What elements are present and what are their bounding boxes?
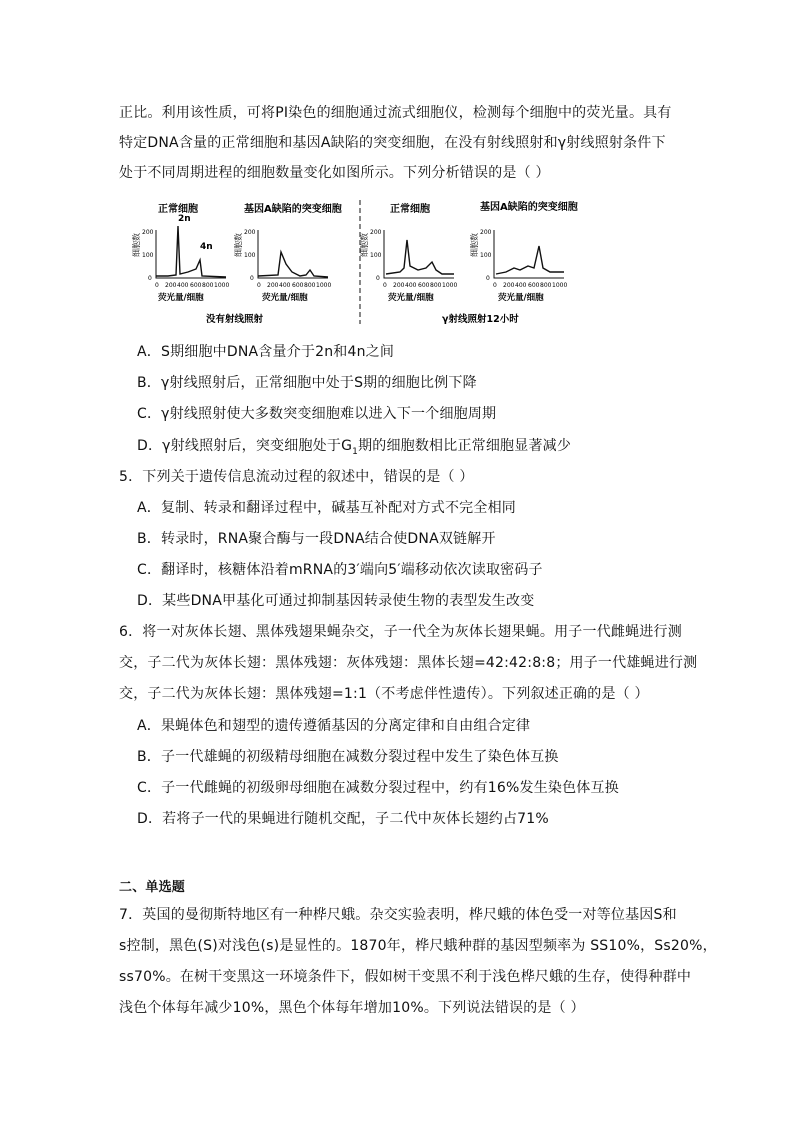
question-6-stem-line-3: 交，子二代为灰体长翅：黑体残翅=1:1（不考虑伴性遗传）。下列叙述正确的是（ ） bbox=[119, 686, 649, 702]
question-7-stem-line-3: ss70%。在树干变黑这一环境条件下，假如树干变黑不利于浅色桦尺蛾的生存，使得种群中 bbox=[119, 969, 692, 985]
histogram-curve bbox=[258, 252, 328, 277]
question-4-stem-line-1: 正比。利用该性质，可将PI染色的细胞通过流式细胞仪，检测每个细胞中的荧光量。具有 bbox=[119, 105, 672, 121]
x-axis-label: 荧光量/细胞 bbox=[262, 293, 308, 303]
g1-subscript: 1 bbox=[352, 446, 359, 457]
question-4-option-b: B．γ射线照射后，正常细胞中处于S期的细胞比例下降 bbox=[137, 375, 477, 391]
panel-mutant-unirradiated bbox=[233, 202, 342, 303]
y-tick: 0 bbox=[486, 275, 490, 282]
x-tick: 200 bbox=[267, 282, 279, 289]
x-tick: 200 bbox=[393, 282, 405, 289]
y-tick: 100 bbox=[370, 252, 382, 259]
y-axis-label: 细胞数 bbox=[470, 233, 479, 257]
x-tick: 600 bbox=[418, 282, 430, 289]
question-5-option-b: B．转录时，RNA聚合酶与一段DNA结合使DNA双链解开 bbox=[137, 531, 496, 547]
panel-normal-unirradiated bbox=[131, 202, 229, 303]
x-tick: 1000 bbox=[442, 282, 458, 289]
y-tick: 200 bbox=[370, 229, 382, 236]
y-tick: 100 bbox=[142, 252, 154, 259]
panel-title: 基因A缺陷的突变细胞 bbox=[244, 204, 342, 215]
x-tick: 0 bbox=[155, 282, 159, 289]
peak-label-2n: 2n bbox=[178, 214, 191, 224]
condition-label-irradiated: γ射线照射12小时 bbox=[442, 314, 519, 325]
panel-title: 正常细胞 bbox=[390, 204, 430, 215]
question-6-option-d: D．若将子一代的果蝇进行随机交配，子二代中灰体长翅约占71% bbox=[137, 811, 549, 827]
question-7-stem-line-4: 浅色个体每年减少10%，黑色个体每年增加10%。下列说法错误的是（ ） bbox=[119, 1000, 585, 1016]
section-heading: 二、单选题 bbox=[119, 880, 186, 895]
panel-title: 正常细胞 bbox=[158, 204, 198, 215]
question-6-option-c: C．子一代雌蝇的初级卵母细胞在减数分裂过程中，约有16%发生染色体互换 bbox=[137, 780, 619, 796]
question-6-option-b: B．子一代雄蝇的初级精母细胞在减数分裂过程中发生了染色体互换 bbox=[137, 749, 559, 765]
x-tick: 0 bbox=[383, 282, 387, 289]
question-6-option-a: A．果蝇体色和翅型的遗传遵循基因的分离定律和自由组合定律 bbox=[137, 718, 531, 734]
x-axis-label: 荧光量/细胞 bbox=[158, 293, 204, 303]
y-axis-label: 细胞数 bbox=[360, 233, 369, 257]
panel-normal-irradiated bbox=[359, 202, 457, 303]
x-tick: 0 bbox=[493, 282, 497, 289]
histogram-curve bbox=[156, 226, 226, 277]
x-tick: 800 bbox=[430, 282, 442, 289]
question-4-option-d bbox=[137, 436, 571, 462]
y-tick: 0 bbox=[148, 275, 152, 282]
x-tick: 600 bbox=[528, 282, 540, 289]
y-axis-label: 细胞数 bbox=[234, 233, 243, 257]
question-5-stem: 5．下列关于遗传信息流动过程的叙述中，错误的是（ ） bbox=[119, 469, 474, 485]
x-tick: 600 bbox=[292, 282, 304, 289]
x-tick: 200 bbox=[165, 282, 177, 289]
x-tick: 1000 bbox=[316, 282, 332, 289]
option-d-text: D．γ射线照射后，突变细胞处于$G_1$期的细胞数相比正常细胞显著减少 bbox=[137, 438, 572, 457]
x-tick: 400 bbox=[405, 282, 417, 289]
condition-label-unirradiated: 没有射线照射 bbox=[206, 314, 264, 325]
x-tick: 200 bbox=[503, 282, 515, 289]
panel-title: 基因A缺陷的突变细胞 bbox=[480, 202, 578, 213]
y-tick: 0 bbox=[250, 275, 254, 282]
y-tick: 200 bbox=[142, 229, 154, 236]
y-tick: 100 bbox=[244, 252, 256, 259]
y-tick: 200 bbox=[244, 229, 256, 236]
question-4-option-c: C．γ射线照射使大多数突变细胞难以进入下一个细胞周期 bbox=[137, 406, 497, 422]
x-tick: 400 bbox=[279, 282, 291, 289]
question-6-stem-line-1: 6．将一对灰体长翅、黑体残翅果蝇杂交，子一代全为灰体长翅果蝇。用子一代雌蝇进行测 bbox=[119, 624, 682, 640]
question-4-option-a: A．S期细胞中DNA含量介于2n和4n之间 bbox=[137, 344, 395, 360]
peak-label-4n: 4n bbox=[200, 242, 213, 252]
question-6-stem-line-2: 交，子二代为灰体长翅：黑体残翅：灰体残翅：黑体长翅=42:42:8:8；用子一代雄蝇进行测 bbox=[119, 655, 698, 671]
question-4-stem-line-2: 特定DNA含量的正常细胞和基因A缺陷的突变细胞，在没有射线照射和γ射线照射条件下 bbox=[119, 135, 666, 151]
x-tick: 800 bbox=[540, 282, 552, 289]
flow-cytometry-figure bbox=[132, 196, 578, 328]
question-5-option-d: D．某些DNA甲基化可通过抑制基因转录使生物的表型发生改变 bbox=[137, 593, 535, 609]
x-tick: 1000 bbox=[214, 282, 230, 289]
question-5-option-c: C．翻译时，核糖体沿着mRNA的3′端向5′端移动依次读取密码子 bbox=[137, 562, 543, 578]
x-tick: 400 bbox=[515, 282, 527, 289]
y-axis-label: 细胞数 bbox=[132, 233, 141, 257]
x-tick: 400 bbox=[177, 282, 189, 289]
y-tick: 100 bbox=[480, 252, 492, 259]
panel-mutant-irradiated bbox=[469, 200, 578, 303]
histogram-curve bbox=[496, 246, 564, 274]
y-tick: 0 bbox=[376, 275, 380, 282]
x-tick: 1000 bbox=[552, 282, 568, 289]
question-4-stem-line-3: 处于不同周期进程的细胞数量变化如图所示。下列分析错误的是（ ） bbox=[119, 165, 550, 181]
x-axis-label: 荧光量/细胞 bbox=[388, 293, 434, 303]
histogram-curve bbox=[386, 240, 454, 274]
question-7-stem-line-1: 7．英国的曼彻斯特地区有一种桦尺蛾。杂交实验表明，桦尺蛾的体色受一对等位基因S和 bbox=[119, 907, 677, 923]
x-axis-label: 荧光量/细胞 bbox=[498, 293, 544, 303]
x-tick: 600 bbox=[190, 282, 202, 289]
question-7-stem-line-2: s控制，黑色(S)对浅色(s)是显性的。1870年，桦尺蛾种群的基因型频率为 SS10%，Ss20%， bbox=[119, 938, 717, 954]
question-5-option-a: A．复制、转录和翻译过程中，碱基互补配对方式不完全相同 bbox=[137, 500, 516, 516]
x-tick: 800 bbox=[304, 282, 316, 289]
x-tick: 0 bbox=[257, 282, 261, 289]
y-tick: 200 bbox=[480, 229, 492, 236]
x-tick: 800 bbox=[202, 282, 214, 289]
